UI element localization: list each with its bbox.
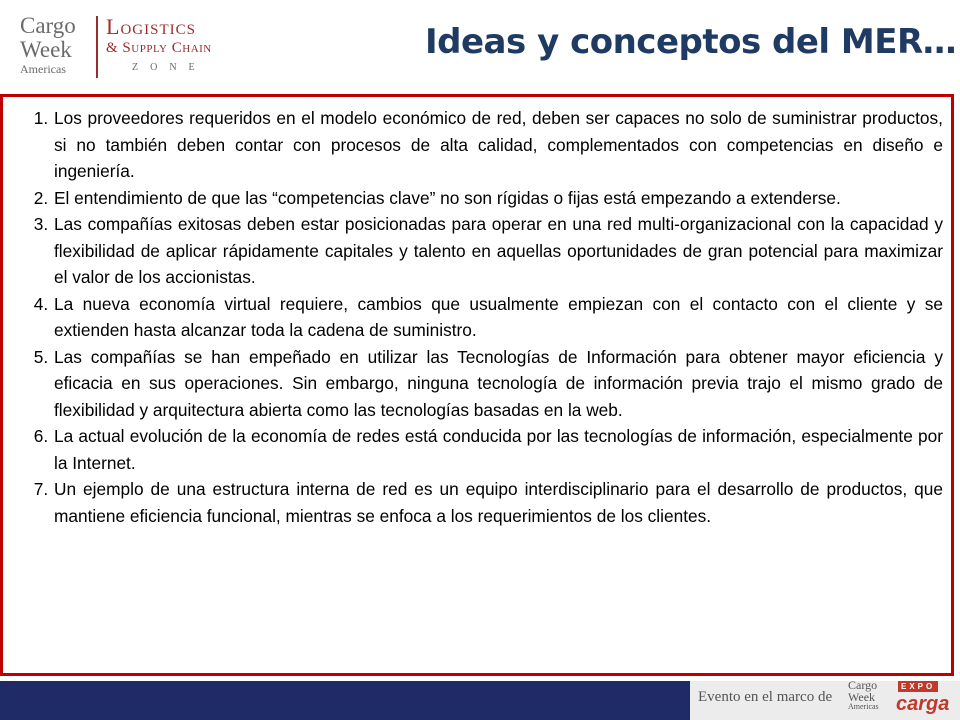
cargo-week-americas-wordmark: Cargo Week Americas xyxy=(20,13,76,76)
list-item: 1. Los proveedores requeridos en el modelo económico de red, deben ser capaces no solo de suministrar productos, si no también deben contar con procesos de alta calidad, complementados con competencias en diseño e ingeniería. xyxy=(53,105,943,185)
footer-bar xyxy=(0,681,690,720)
logistics-supply-chain-zone-wordmark: Logistics & Supply Chain ZONE xyxy=(106,14,212,73)
list-item: 2. El entendimiento de que las “competencias clave” no son rígidas o fijas está empezando a extenderse. xyxy=(53,185,943,212)
footer xyxy=(0,677,960,720)
logo-divider xyxy=(96,16,98,78)
evento-text: Evento en el marco de xyxy=(698,689,833,705)
list-item: 7. Un ejemplo de una estructura interna de red es un equipo interdisciplinario para el desarrollo de productos, que mantiene eficiencia funcional, mientras se enfoca a los requerimientos de los clientes. xyxy=(53,476,943,529)
expo-label: EXPO xyxy=(898,681,938,692)
slide-title: Ideas y conceptos del MER… xyxy=(425,22,957,62)
cargo-week-mini-logo: Cargo Week Americas xyxy=(848,678,879,711)
list-item: 3. Las compañías exitosas deben estar posicionadas para operar en una red multi-organizacional con la capacidad y flexibilidad de aplicar rápidamente capitales y talento en aquellas oportunidades de gran potencial para maximizar el valor de los accionistas. xyxy=(53,211,943,291)
ideas-list xyxy=(3,97,951,529)
list-item: 5. Las compañías se han empeñado en utilizar las Tecnologías de Información para obtener mayor eficiencia y eficacia en sus operaciones. Sin embargo, ninguna tecnología de información previa trajo el mismo grado de flexibilidad y arquitectura abierta como las tecnologías basadas en la web. xyxy=(53,344,943,424)
content-box xyxy=(0,94,954,676)
cargo-week-logistics-logo xyxy=(18,14,268,82)
list-item: 4. La nueva economía virtual requiere, cambios que usualmente empiezan con el contacto con el cliente y se extienden hasta alcanzar toda la cadena de suministro. xyxy=(53,291,943,344)
carga-logo: carga xyxy=(896,693,950,715)
list-item: 6. La actual evolución de la economía de redes está conducida por las tecnologías de información, especialmente por la Internet. xyxy=(53,423,943,476)
